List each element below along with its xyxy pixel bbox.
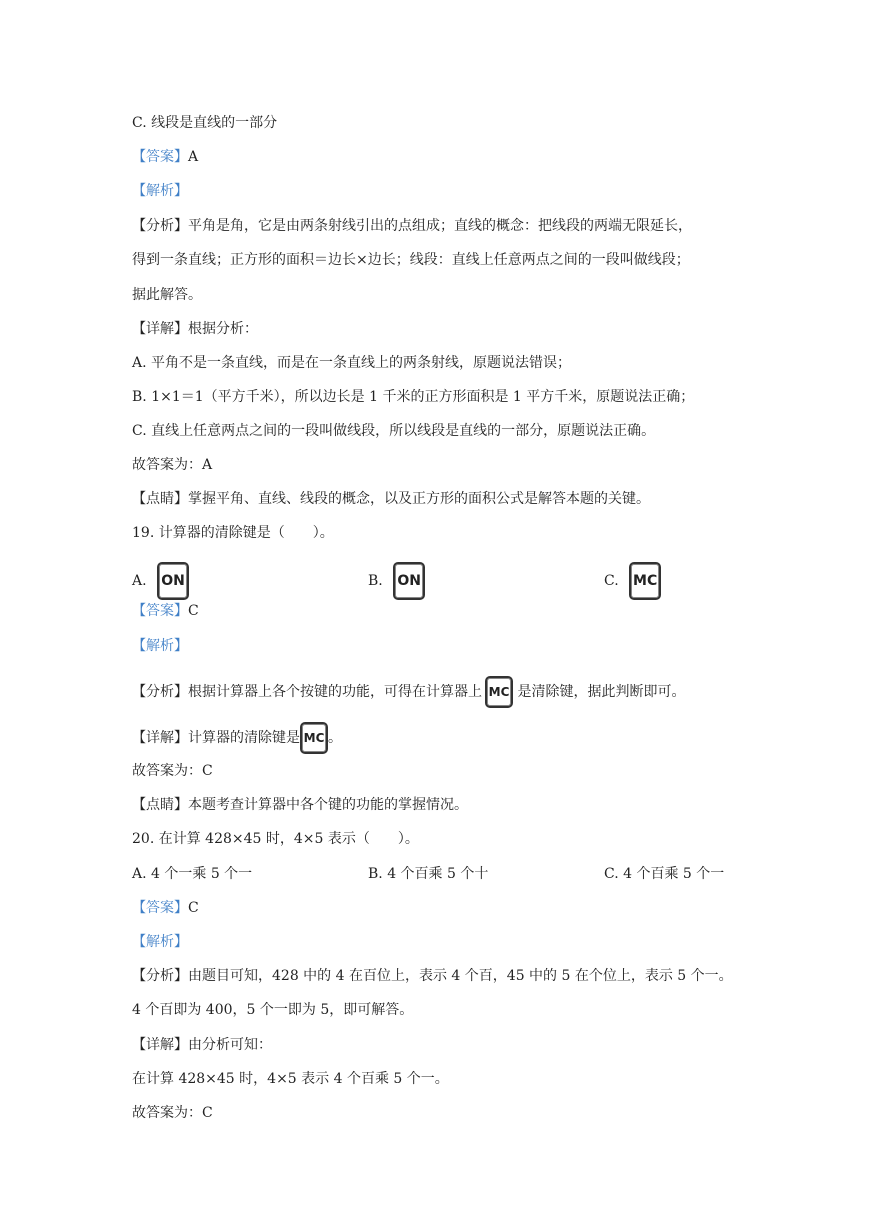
key-point-tag: 【点睛】 <box>132 491 188 507</box>
q20-option-a: A. 4 个一乘 5 个一 <box>132 866 253 882</box>
q19-analysis-line <box>132 676 685 708</box>
calculator-on-key-icon: ON <box>393 562 425 600</box>
q19-analysis-tag: 【分析】 <box>132 684 188 700</box>
detail-b-line: B. 1×1＝1（平方千米），所以边长是 1 千米的正方形面积是 1 平方千米，原题说法正确； <box>132 389 695 405</box>
analysis-tag: 【分析】 <box>132 218 188 234</box>
q19-detail-line <box>132 722 342 754</box>
analysis-line-2: 得到一条直线；正方形的面积＝边长×边长；线段：直线上任意两点之间的一段叫做线段； <box>132 252 690 268</box>
analysis-line-3: 据此解答。 <box>132 287 202 303</box>
q19-analysis-text: 根据计算器上各个按键的功能，可得在计算器上 <box>188 684 482 700</box>
q20-final-answer: 故答案为：C <box>132 1105 213 1121</box>
q20-answer-line <box>132 898 199 918</box>
analysis-text: 平角是角，它是由两条射线引出的点组成；直线的概念：把线段的两端无限延长， <box>188 218 692 234</box>
q20-detail-line-2: 在计算 428×45 时，4×5 表示 4 个百乘 5 个一。 <box>132 1071 449 1087</box>
q19-option-c <box>604 562 661 600</box>
q19-key-point-tag: 【点睛】 <box>132 797 188 813</box>
q19-analysis-text-end: 是清除键，据此判断即可。 <box>513 684 686 700</box>
q19-key-point-text: 本题考查计算器中各个键的功能的掌握情况。 <box>188 797 468 813</box>
key-point-line <box>132 489 650 509</box>
q19-final-answer: 故答案为：C <box>132 763 213 779</box>
q19-detail-tag: 【详解】 <box>132 730 188 746</box>
answer-value: A <box>188 149 199 165</box>
calculator-on-key-icon: ON <box>157 562 189 600</box>
q19-answer-tag: 【答案】 <box>132 603 188 619</box>
key-point-text: 掌握平角、直线、线段的概念，以及正方形的面积公式是解答本题的关键。 <box>188 491 650 507</box>
detail-line <box>132 319 258 339</box>
detail-a-line: A. 平角不是一条直线，而是在一条直线上的两条射线，原题说法错误； <box>132 355 572 371</box>
q19-option-b-label: B. <box>368 573 383 589</box>
calculator-mc-key-icon: MC <box>300 722 328 754</box>
final-answer-line: 故答案为：A <box>132 457 213 473</box>
q19-answer-line <box>132 601 199 621</box>
q19-detail-text: 计算器的清除键是 <box>188 730 300 746</box>
q20-option-b: B. 4 个百乘 5 个十 <box>368 866 489 882</box>
answer-tag: 【答案】 <box>132 149 188 165</box>
q19-option-b <box>368 562 425 600</box>
q20-analysis-line-1 <box>132 966 733 986</box>
q20-analysis-text: 由题目可知，428 中的 4 在百位上，表示 4 个百，45 中的 5 在个位上，表示 5 个一。 <box>188 968 733 984</box>
q20-answer-tag: 【答案】 <box>132 900 188 916</box>
q20-analysis-line-2: 4 个百即为 400，5 个一即为 5，即可解答。 <box>132 1002 414 1018</box>
analysis-line-1 <box>132 216 692 236</box>
q19-answer-value: C <box>188 603 199 619</box>
q19-detail-text-end: 。 <box>328 730 342 746</box>
detail-tag: 【详解】 <box>132 321 188 337</box>
q19-analysis-heading: 【解析】 <box>132 638 188 654</box>
q20-analysis-heading: 【解析】 <box>132 934 188 950</box>
calculator-mc-key-icon: MC <box>629 562 661 600</box>
q20-detail-tag: 【详解】 <box>132 1037 188 1053</box>
q19-key-point-line <box>132 795 468 815</box>
analysis-heading: 【解析】 <box>132 183 188 199</box>
q20-analysis-tag: 【分析】 <box>132 968 188 984</box>
question-19: 19. 计算器的清除键是（ ）。 <box>132 525 334 541</box>
q20-detail-line <box>132 1035 272 1055</box>
detail-text: 根据分析： <box>188 321 258 337</box>
detail-c-line: C. 直线上任意两点之间的一段叫做线段，所以线段是直线的一部分，原题说法正确。 <box>132 423 656 439</box>
answer-line <box>132 147 198 167</box>
q20-option-c: C. 4 个百乘 5 个一 <box>604 866 725 882</box>
q19-option-a-label: A. <box>132 573 147 589</box>
q19-option-a <box>132 562 189 600</box>
q20-answer-value: C <box>188 900 199 916</box>
question-20: 20. 在计算 428×45 时，4×5 表示（ ）。 <box>132 831 419 847</box>
q20-detail-text: 由分析可知： <box>188 1037 272 1053</box>
option-c-line: C. 线段是直线的一部分 <box>132 115 278 131</box>
calculator-mc-key-icon: MC <box>485 676 513 708</box>
q19-option-c-label: C. <box>604 573 619 589</box>
